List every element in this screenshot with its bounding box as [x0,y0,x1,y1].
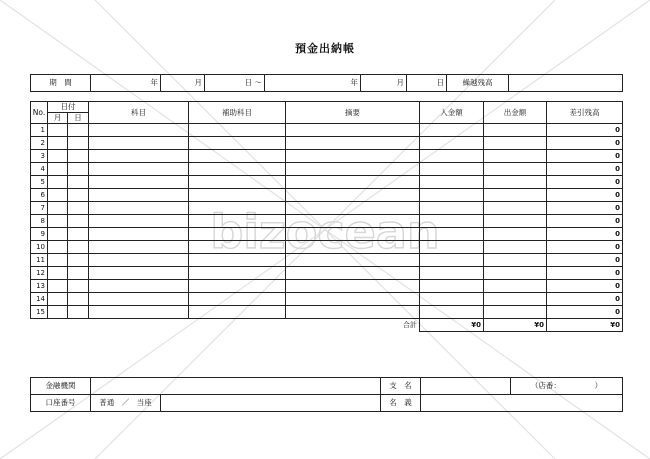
row-sub-account[interactable] [189,228,286,241]
table-row [31,254,623,267]
row-day[interactable] [68,163,89,176]
row-sub-account[interactable] [189,176,286,189]
row-no: 13 [31,280,48,293]
row-description[interactable] [286,306,420,319]
row-deposit[interactable] [420,202,484,215]
row-deposit[interactable] [420,150,484,163]
row-sub-account[interactable] [189,293,286,306]
col-balance: 差引残高 [547,102,623,124]
row-deposit[interactable] [420,267,484,280]
col-date: 日付 [48,102,89,113]
store-code[interactable]: （店番： ） [511,378,623,395]
row-balance: 0 [547,150,623,163]
period-label: 期 間 [31,75,91,92]
col-deposit: 入金額 [420,102,484,124]
row-account[interactable] [89,202,189,215]
row-day[interactable] [68,202,89,215]
col-account: 科目 [89,102,189,124]
row-month[interactable] [48,215,68,228]
row-sub-account[interactable] [189,124,286,137]
col-month: 月 [48,113,68,124]
row-deposit[interactable] [420,124,484,137]
table-row [31,150,623,163]
row-day[interactable] [68,280,89,293]
row-month[interactable] [48,176,68,189]
row-deposit[interactable] [420,137,484,150]
row-withdrawal[interactable] [484,137,547,150]
row-day[interactable] [68,150,89,163]
row-balance: 0 [547,254,623,267]
row-no: 1 [31,124,48,137]
row-description[interactable] [286,137,420,150]
row-deposit[interactable] [420,254,484,267]
row-sub-account[interactable] [189,215,286,228]
row-description[interactable] [286,254,420,267]
row-balance: 0 [547,189,623,202]
total-deposit: ¥0 [420,319,484,332]
row-no: 15 [31,306,48,319]
period-month-start[interactable]: 月 [161,75,205,92]
col-no: No. [31,102,48,124]
row-day[interactable] [68,228,89,241]
row-withdrawal[interactable] [484,293,547,306]
period-month-end[interactable]: 月 [361,75,407,92]
table-row [31,124,623,137]
total-row [31,319,623,332]
carryover-label: 繰越残高 [447,75,509,92]
row-no: 5 [31,176,48,189]
row-withdrawal[interactable] [484,124,547,137]
col-sub-account: 補助科目 [189,102,286,124]
row-withdrawal[interactable] [484,241,547,254]
row-month[interactable] [48,124,68,137]
account-no-label: 口座番号 [31,395,91,412]
table-row [31,176,623,189]
row-day[interactable] [68,293,89,306]
row-description[interactable] [286,241,420,254]
row-no: 6 [31,189,48,202]
row-no: 10 [31,241,48,254]
row-month[interactable] [48,163,68,176]
row-withdrawal[interactable] [484,280,547,293]
row-withdrawal[interactable] [484,189,547,202]
row-day[interactable] [68,254,89,267]
row-withdrawal[interactable] [484,215,547,228]
ledger-table [30,101,623,332]
row-description[interactable] [286,215,420,228]
institution-value[interactable] [91,378,381,395]
account-no-value[interactable] [161,395,381,412]
row-deposit[interactable] [420,293,484,306]
row-withdrawal[interactable] [484,150,547,163]
row-description[interactable] [286,202,420,215]
holder-value[interactable] [421,395,623,412]
period-day-start[interactable]: 日 ～ [205,75,265,92]
row-no: 4 [31,163,48,176]
carryover-value[interactable] [509,75,623,92]
row-balance: 0 [547,215,623,228]
row-month[interactable] [48,228,68,241]
row-sub-account[interactable] [189,150,286,163]
row-withdrawal[interactable] [484,254,547,267]
row-description[interactable] [286,293,420,306]
row-balance: 0 [547,280,623,293]
row-withdrawal[interactable] [484,267,547,280]
table-row [31,215,623,228]
row-day[interactable] [68,306,89,319]
row-withdrawal[interactable] [484,228,547,241]
row-deposit[interactable] [420,215,484,228]
row-no: 14 [31,293,48,306]
row-description[interactable] [286,150,420,163]
row-account[interactable] [89,254,189,267]
watermark-text: bizocean [210,205,440,259]
table-row [31,137,623,150]
table-row [31,267,623,280]
row-day[interactable] [68,137,89,150]
row-deposit[interactable] [420,306,484,319]
period-year-end[interactable]: 年 [265,75,361,92]
row-month[interactable] [48,189,68,202]
row-sub-account[interactable] [189,137,286,150]
row-day[interactable] [68,189,89,202]
row-month[interactable] [48,293,68,306]
row-month[interactable] [48,241,68,254]
institution-label: 金融機関 [31,378,91,395]
table-row [31,202,623,215]
row-balance: 0 [547,202,623,215]
row-day[interactable] [68,176,89,189]
row-deposit[interactable] [420,163,484,176]
row-deposit[interactable] [420,280,484,293]
row-no: 3 [31,150,48,163]
row-description[interactable] [286,189,420,202]
period-day-end[interactable]: 日 [407,75,447,92]
row-no: 12 [31,267,48,280]
row-account[interactable] [89,241,189,254]
col-description: 摘要 [286,102,420,124]
row-account[interactable] [89,293,189,306]
row-month[interactable] [48,267,68,280]
row-account[interactable] [89,280,189,293]
row-sub-account[interactable] [189,189,286,202]
row-day[interactable] [68,241,89,254]
table-row [31,163,623,176]
row-description[interactable] [286,163,420,176]
row-withdrawal[interactable] [484,176,547,189]
period-year-start[interactable]: 年 [91,75,161,92]
row-account[interactable] [89,176,189,189]
row-deposit[interactable] [420,176,484,189]
row-balance: 0 [547,163,623,176]
row-withdrawal[interactable] [484,306,547,319]
table-row [31,280,623,293]
row-description[interactable] [286,280,420,293]
col-day: 日 [68,113,89,124]
row-account[interactable] [89,163,189,176]
row-balance: 0 [547,306,623,319]
row-no: 11 [31,254,48,267]
row-no: 7 [31,202,48,215]
row-sub-account[interactable] [189,267,286,280]
row-month[interactable] [48,137,68,150]
total-balance: ¥0 [547,319,623,332]
total-withdrawal: ¥0 [484,319,547,332]
row-description[interactable] [286,267,420,280]
row-account[interactable] [89,306,189,319]
row-withdrawal[interactable] [484,163,547,176]
row-balance: 0 [547,124,623,137]
table-row [31,306,623,319]
row-account[interactable] [89,124,189,137]
row-month[interactable] [48,254,68,267]
row-account[interactable] [89,150,189,163]
table-row [31,228,623,241]
row-month[interactable] [48,280,68,293]
row-sub-account[interactable] [189,280,286,293]
row-deposit[interactable] [420,241,484,254]
table-row [31,189,623,202]
row-description[interactable] [286,124,420,137]
row-account[interactable] [89,189,189,202]
row-description[interactable] [286,228,420,241]
row-day[interactable] [68,124,89,137]
row-withdrawal[interactable] [484,202,547,215]
row-no: 2 [31,137,48,150]
row-month[interactable] [48,202,68,215]
row-sub-account[interactable] [189,306,286,319]
table-row [31,241,623,254]
row-account[interactable] [89,267,189,280]
holder-label: 名 義 [381,395,421,412]
row-deposit[interactable] [420,189,484,202]
account-type[interactable]: 普通 ／ 当座 [91,395,161,412]
row-account[interactable] [89,137,189,150]
row-account[interactable] [89,228,189,241]
row-month[interactable] [48,306,68,319]
row-no: 9 [31,228,48,241]
row-no: 8 [31,215,48,228]
row-balance: 0 [547,228,623,241]
table-row [31,293,623,306]
branch-value[interactable] [421,378,511,395]
row-month[interactable] [48,150,68,163]
page-title: 預金出納帳 [295,42,355,55]
row-sub-account[interactable] [189,202,286,215]
row-sub-account[interactable] [189,163,286,176]
total-label: 合計 [31,319,420,332]
ledger-body [31,124,623,319]
row-sub-account[interactable] [189,241,286,254]
period-table [30,74,623,92]
col-withdrawal: 出金額 [484,102,547,124]
bank-table [30,377,623,412]
row-deposit[interactable] [420,228,484,241]
row-description[interactable] [286,176,420,189]
row-day[interactable] [68,267,89,280]
row-balance: 0 [547,176,623,189]
row-account[interactable] [89,215,189,228]
row-balance: 0 [547,137,623,150]
branch-label: 支 名 [381,378,421,395]
row-balance: 0 [547,241,623,254]
row-sub-account[interactable] [189,254,286,267]
row-day[interactable] [68,215,89,228]
row-balance: 0 [547,267,623,280]
row-balance: 0 [547,293,623,306]
